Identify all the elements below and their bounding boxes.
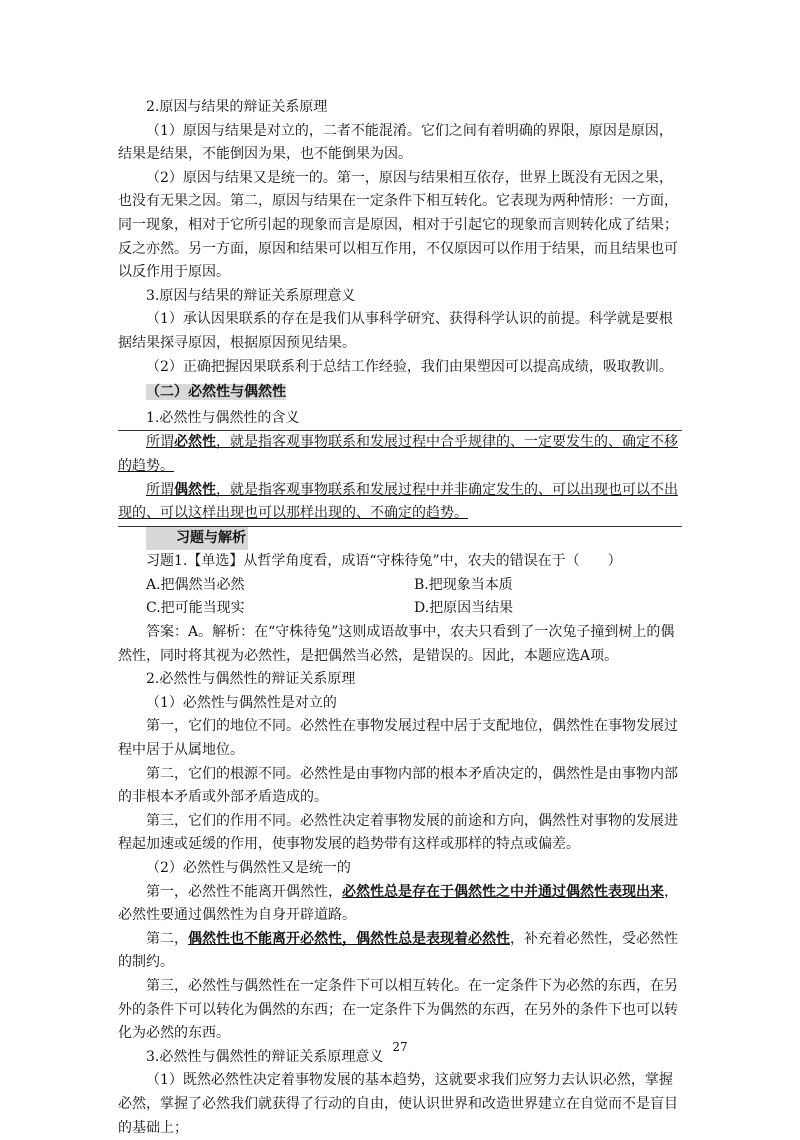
paragraph: 第一，它们的地位不同。必然性在事物发展过程中居于支配地位，偶然性在事物发展过程中居于从属地位。	[118, 718, 678, 759]
paragraph	[118, 881, 682, 928]
part-heading-text: （二）必然性与偶然性	[146, 384, 286, 401]
text: 第二，	[146, 930, 188, 947]
option-d: D.把原因当结果	[414, 600, 514, 617]
answer: 答案：A。解析：在“守株待兔”这则成语故事中，农夫只看到了一次兔子撞到树上的偶然性，同时将其视为必然性，是把偶然当必然，是错误的。因此，本题应选A项。	[118, 624, 675, 664]
emphasis: 必然性总是存在于偶然性之中并通过偶然性表现出来	[342, 883, 664, 900]
section-heading: 1.必然性与偶然性的含义	[146, 409, 300, 426]
paragraph: 第三，必然性与偶然性在一定条件下可以相互转化。在一定条件下为必然的东西，在另外的条件下可以转化为偶然的东西；在一定条件下为偶然的东西，在另外的条件下也可以转化为必然的东西。	[118, 977, 678, 1042]
definition-necessity	[118, 431, 682, 478]
paragraph: （1）既然必然性决定着事物发展的基本趋势，这就要求我们应努力去认识必然，掌握必然，掌握了必然我们就获得了行动的自由，使认识世界和改造世界建立在自觉而不是盲目的基础上；	[118, 1072, 678, 1136]
part-heading	[118, 381, 682, 405]
paragraph: 第三，它们的作用不同。必然性决定着事物发展的前途和方向，偶然性对事物的发展进程起加速或延缓的作用，使事物发展的趋势带有这样或那样的特点或偏差。	[118, 812, 678, 853]
paragraph: （2）正确把握因果联系利于总结工作经验，我们由果塑因可以提高成绩，吸取教训。	[146, 358, 673, 375]
def-term: 偶然性	[174, 481, 216, 498]
emphasis: 偶然性也不能离开必然性，偶然性总是表现着必然性	[188, 930, 510, 947]
paragraph	[118, 928, 682, 975]
paragraph: （2）必然性与偶然性又是统一的	[146, 860, 351, 876]
question: 习题1.【单选】从哲学角度看，成语“守株待兔”中，农夫的错误在于（ ）	[146, 553, 622, 570]
exercise-heading-row	[118, 527, 682, 551]
document-body	[118, 96, 682, 1140]
section-heading: 3.原因与结果的辩证关系原理意义	[146, 287, 356, 304]
page-number: 27	[392, 1040, 408, 1054]
def-text: ，就是指客观事物联系和发展过程中并非确定发生的、可以出现也可以不出现的、可以这样出现也可以那样出现的、不确定的趋势。	[118, 481, 678, 522]
paragraph: （1）必然性与偶然性是对立的	[146, 694, 337, 711]
paragraph: （1）承认因果联系的存在是我们从事科学研究、获得科学认识的前提。科学就是要根据结果探寻原因，根据原因预见结果。	[118, 311, 673, 351]
text: 第一，必然性不能离开偶然性，	[146, 883, 342, 900]
section-heading: 2.必然性与偶然性的辩证关系原理	[146, 671, 356, 688]
options	[118, 574, 682, 621]
definition-box	[118, 430, 682, 526]
definition-contingency	[118, 479, 682, 526]
def-prefix: 所谓	[146, 434, 174, 451]
paragraph: （2）原因与结果又是统一的。第一，原因与结果相互依存，世界上既没有无因之果，也没有无果之因。第二，原因与结果在一定条件下相互转化。它表现为两种情形：一方面，同一现象，相对于它所引起的现象而言是原因，相对于引起它的现象而言则转化成了结果；反之亦然。另一方面，原因和结果可以相互作用，不仅原因可以作用于结果，而且结果也可以反作用于原因。	[118, 169, 678, 281]
section-heading: 3.必然性与偶然性的辩证关系原理意义	[146, 1048, 384, 1065]
def-text: ，就是指客观事物联系和发展过程中合乎规律的、一定要发生的、确定不移的趋势。	[118, 434, 678, 474]
option-c: C.把可能当现实	[146, 600, 245, 617]
def-term: 必然性	[174, 434, 216, 451]
section-heading: 2.原因与结果的辩证关系原理	[146, 99, 328, 115]
paragraph: （1）原因与结果是对立的，二者不能混淆。它们之间有着明确的界限，原因是原因，结果是结果，不能倒因为果，也不能倒果为因。	[118, 122, 673, 163]
paragraph: 第二，它们的根源不同。必然性是由事物内部的根本矛盾决定的，偶然性是由事物内部的非根本矛盾或外部矛盾造成的。	[118, 765, 678, 806]
option-a: A.把偶然当必然	[146, 576, 245, 593]
text: ，补充着必然性，受必然性的制约。	[118, 930, 678, 971]
text: ，必然性要通过偶然性为自身开辟道路。	[118, 883, 678, 924]
option-b: B.把现象当本质	[414, 576, 513, 593]
exercise-heading: 习题与解析	[146, 527, 248, 551]
def-prefix: 所谓	[146, 481, 174, 498]
